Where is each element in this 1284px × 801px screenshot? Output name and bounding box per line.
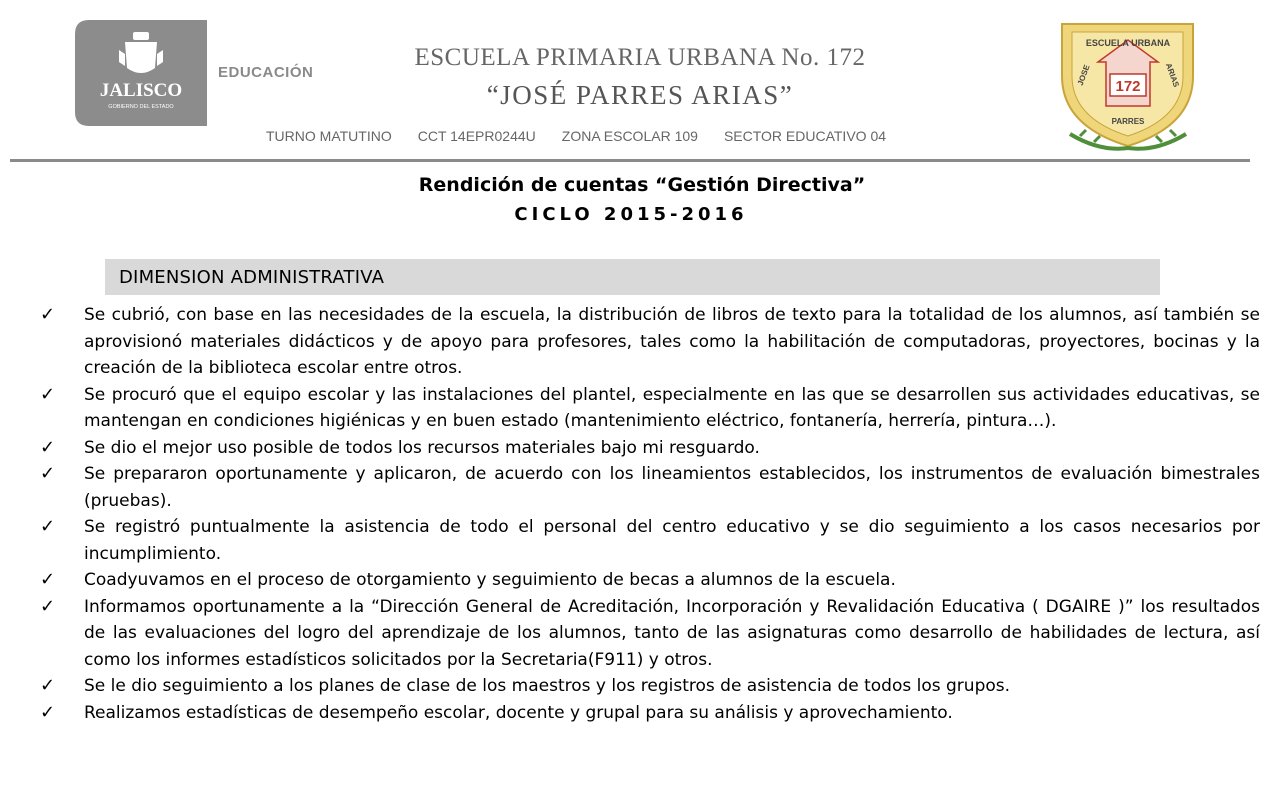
section-heading-band [105, 259, 1160, 295]
list-item [40, 461, 1260, 514]
header-divider [10, 159, 1250, 162]
school-subtitle: “JOSÉ PARRES ARIAS” [486, 80, 794, 110]
jalisco-logo [75, 20, 207, 126]
checkmark-icon: ✓ [40, 436, 56, 458]
shift-label: TURNO MATUTINO [266, 128, 392, 144]
school-info-row [266, 128, 886, 144]
checkmark-icon: ✓ [40, 675, 56, 696]
list-item [40, 700, 1260, 727]
checkmark-icon: ✓ [40, 383, 56, 405]
checkmark-icon: ✓ [40, 595, 56, 617]
svg-text:JOSE: JOSE [1075, 63, 1092, 87]
list-item-text: Informamos oportunamente a la “Dirección General de Acreditación, Incorporación y Revalidación Educativa ( DGAIRE )” los resultados de las evaluaciones del logro del aprendizaje de los alumnos, tanto de las asignaturas como desarrollo de habilidades de lectura, así como los informes estadísticos solicitados por la Secretaria(F911) y otros. [84, 596, 1260, 670]
document-cycle: CICLO 2015-2016 [514, 204, 748, 225]
list-item-text: Se le dio seguimiento a los planes de clase de los maestros y los registros de asistencia de todos los grupos. [84, 676, 1011, 696]
svg-text:GOBIERNO DEL ESTADO: GOBIERNO DEL ESTADO [108, 104, 174, 110]
svg-text:JALISCO: JALISCO [99, 80, 183, 101]
list-item-text: Se prepararon oportunamente y aplicaron, de acuerdo con los lineamientos establecidos, los instrumentos de evaluación bimestrales (pruebas). [84, 464, 1260, 511]
section-heading: DIMENSION ADMINISTRATIVA [119, 266, 385, 288]
school-name: ESCUELA PRIMARIA URBANA No. 172 [414, 44, 866, 71]
list-item-text: Se cubrió, con base en las necesidades de la escuela, la distribución de libros de texto para la totalidad de los alumnos, así también se aprovisionó materiales didácticos y de apoyo para profesores, tales como la habilitación de computadoras, proyectores, bocinas y la creación de la biblioteca escolar entre otros. [84, 305, 1260, 378]
education-label: EDUCACIÓN [218, 64, 314, 81]
checkmark-icon: ✓ [40, 569, 56, 590]
sector-label: SECTOR EDUCATIVO 04 [723, 128, 887, 144]
list-item [40, 594, 1260, 674]
list-item [40, 382, 1260, 435]
list-item-text: Coadyuvamos en el proceso de otorgamiento y seguimiento de becas a alumnos de la escuela. [84, 570, 896, 590]
checkmark-icon: ✓ [40, 304, 56, 325]
document-title: Rendición de cuentas “Gestión Directiva” [418, 174, 866, 196]
list-item-text: Se registró puntualmente la asistencia de todo el personal del centro educativo y se dio seguimiento a los casos necesarios por incumplimiento. [84, 517, 1260, 564]
list-item [40, 567, 1260, 594]
svg-text:ARIAS: ARIAS [1163, 61, 1181, 89]
list-item [40, 435, 1260, 462]
checkmark-icon: ✓ [40, 463, 56, 484]
list-item [40, 302, 1260, 382]
list-item [40, 673, 1260, 700]
checkmark-icon: ✓ [40, 516, 56, 537]
checkmark-icon: ✓ [40, 701, 56, 723]
svg-text:172: 172 [1115, 78, 1141, 95]
school-crest-logo [1050, 14, 1205, 154]
svg-text:ESCUELA URBANA: ESCUELA URBANA [1085, 38, 1171, 48]
list-item [40, 514, 1260, 567]
accountability-list [40, 302, 1260, 726]
zone-label: ZONA ESCOLAR 109 [561, 128, 698, 144]
svg-text:PARRES: PARRES [1111, 117, 1145, 126]
list-item-text: Se dio el mejor uso posible de todos los recursos materiales bajo mi resguardo. [84, 437, 760, 458]
list-item-text: Se procuró que el equipo escolar y las instalaciones del plantel, especialmente en las que se desarrollen sus actividades educativas, se mantengan en condiciones higiénicas y en buen estado (mantenimiento eléctrico, fontanería, herrería, pintura…). [84, 384, 1260, 431]
list-item-text: Realizamos estadísticas de desempeño escolar, docente y grupal para su análisis y aprovechamiento. [84, 702, 953, 723]
cct-label: CCT 14EPR0244U [417, 128, 536, 144]
